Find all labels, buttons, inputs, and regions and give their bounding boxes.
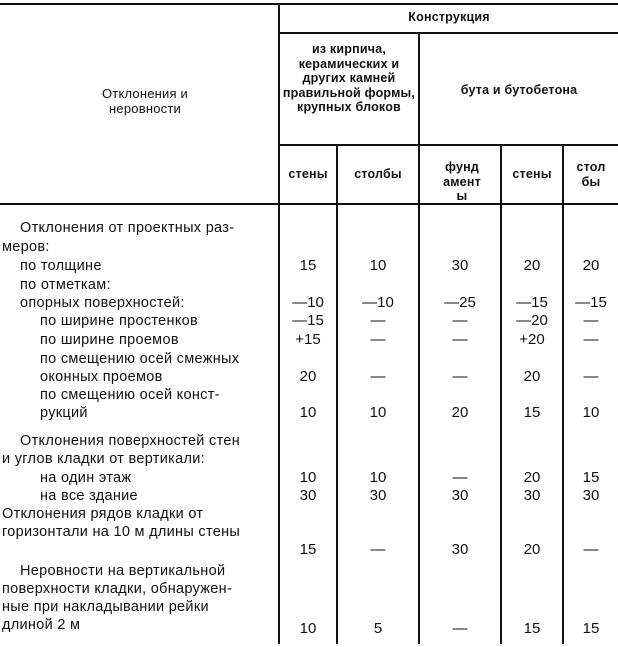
value-pillars-brick: 10 xyxy=(369,257,387,274)
value-foundations: — xyxy=(452,331,468,348)
value-walls-rubble: 15 xyxy=(523,404,541,421)
table-row xyxy=(0,450,618,468)
value-walls-rubble: 30 xyxy=(523,487,541,504)
value-foundations: — xyxy=(452,312,468,329)
table-row xyxy=(0,294,618,312)
value-pillars-brick: — xyxy=(370,331,386,348)
value-pillars-brick: 30 xyxy=(369,487,387,504)
value-walls-rubble: —15 xyxy=(516,294,548,311)
value-pillars-rubble: 30 xyxy=(582,487,600,504)
value-pillars-rubble: — xyxy=(583,331,599,348)
value-pillars-brick: —10 xyxy=(362,294,394,311)
value-pillars-rubble: 15 xyxy=(582,620,600,637)
table-row xyxy=(0,469,618,487)
value-walls-rubble: 20 xyxy=(523,469,541,486)
header-group-rubble: бута и бутобетона xyxy=(460,83,578,97)
value-pillars-rubble: — xyxy=(583,541,599,558)
table-row xyxy=(0,598,618,616)
value-walls-rubble: 15 xyxy=(523,620,541,637)
subheader-pillars-2: столбы xyxy=(576,160,606,189)
row-label: рукций xyxy=(40,405,88,421)
header-bottom-rule xyxy=(0,203,618,205)
table-row xyxy=(0,276,618,294)
table-row xyxy=(0,404,618,422)
row-label: горизонтали на 10 м длины стены xyxy=(2,524,241,540)
table-row xyxy=(0,541,618,559)
table-row xyxy=(0,620,618,638)
value-foundations: — xyxy=(452,368,468,385)
subheader-walls-1: стены xyxy=(288,167,328,181)
value-foundations: 30 xyxy=(451,487,469,504)
row-label: оконных проемов xyxy=(40,369,163,385)
value-walls-brick: 10 xyxy=(299,620,317,637)
value-walls-brick: 30 xyxy=(299,487,317,504)
value-pillars-rubble: 10 xyxy=(582,404,600,421)
value-walls-brick: 10 xyxy=(299,404,317,421)
row-label: опорных поверхностей: xyxy=(20,295,185,311)
row-label: длиной 2 м xyxy=(2,617,81,633)
value-pillars-rubble: 20 xyxy=(582,257,600,274)
value-pillars-brick: — xyxy=(370,368,386,385)
value-walls-brick: 10 xyxy=(299,469,317,486)
table-row xyxy=(0,257,618,275)
row-label: ные при накладывании рейки xyxy=(2,599,209,615)
value-pillars-brick: 10 xyxy=(369,469,387,486)
value-foundations: —25 xyxy=(444,294,476,311)
table-row xyxy=(0,580,618,598)
row-label: по ширине простенков xyxy=(40,313,198,329)
value-walls-rubble: +20 xyxy=(519,331,545,348)
row-label: по толщине xyxy=(20,258,102,274)
subheader-foundations: фундаменты xyxy=(443,160,481,203)
value-walls-rubble: 20 xyxy=(523,368,541,385)
value-walls-brick: —15 xyxy=(292,312,324,329)
row-label: и углов кладки от вертикали: xyxy=(2,451,205,467)
table-row xyxy=(0,487,618,505)
value-walls-rubble: 20 xyxy=(523,257,541,274)
top-rule xyxy=(0,3,618,5)
header-construction: Конструкция xyxy=(408,10,490,24)
value-walls-brick: +15 xyxy=(295,331,321,348)
subheader-walls-2: стены xyxy=(512,167,552,181)
table-row xyxy=(0,350,618,368)
subheader-pillars-1: столбы xyxy=(354,167,402,181)
table-row xyxy=(0,331,618,349)
table-row xyxy=(0,219,618,237)
value-pillars-rubble: — xyxy=(583,368,599,385)
header-group-brick: из кирпича, керамических и других камней правильной формы, крупных блоков xyxy=(282,42,416,114)
table-row xyxy=(0,238,618,256)
row-label: Отклонения рядов кладки от xyxy=(2,506,204,522)
value-pillars-rubble: 15 xyxy=(582,469,600,486)
row-label: по смещению осей конст- xyxy=(40,387,220,403)
row-label: Отклонения поверхностей стен xyxy=(20,433,241,449)
value-foundations: — xyxy=(452,620,468,637)
value-pillars-brick: 5 xyxy=(373,620,383,637)
header-col0: Отклонения и неровности xyxy=(101,86,189,116)
value-walls-brick: 20 xyxy=(299,368,317,385)
value-walls-brick: 15 xyxy=(299,257,317,274)
row-label: по ширине проемов xyxy=(40,332,179,348)
value-walls-brick: 15 xyxy=(299,541,317,558)
value-walls-brick: —10 xyxy=(292,294,324,311)
value-pillars-rubble: — xyxy=(583,312,599,329)
table-row xyxy=(0,432,618,450)
table-row xyxy=(0,312,618,330)
construction-rule xyxy=(280,32,618,34)
value-foundations: 20 xyxy=(451,404,469,421)
value-foundations: — xyxy=(452,469,468,486)
value-pillars-rubble: —15 xyxy=(575,294,607,311)
row-label: на один этаж xyxy=(40,470,132,486)
value-pillars-brick: — xyxy=(370,312,386,329)
row-label: на все здание xyxy=(40,488,138,504)
row-label: Неровности на вертикальной xyxy=(20,563,226,579)
row-label: по смещению осей смежных xyxy=(40,351,240,367)
table-row xyxy=(0,523,618,541)
value-walls-rubble: 20 xyxy=(523,541,541,558)
value-pillars-brick: — xyxy=(370,541,386,558)
table-row xyxy=(0,386,618,404)
table-row xyxy=(0,505,618,523)
row-label: поверхности кладки, обнаружен- xyxy=(2,581,233,597)
table-row xyxy=(0,562,618,580)
value-walls-rubble: —20 xyxy=(516,312,548,329)
row-label: по отметкам: xyxy=(20,277,111,293)
row-label: Отклонения от проектных раз- xyxy=(20,220,235,236)
table-row xyxy=(0,368,618,386)
value-foundations: 30 xyxy=(451,257,469,274)
value-foundations: 30 xyxy=(451,541,469,558)
row-label: меров: xyxy=(2,239,50,255)
value-pillars-brick: 10 xyxy=(369,404,387,421)
group-rule xyxy=(280,144,618,146)
